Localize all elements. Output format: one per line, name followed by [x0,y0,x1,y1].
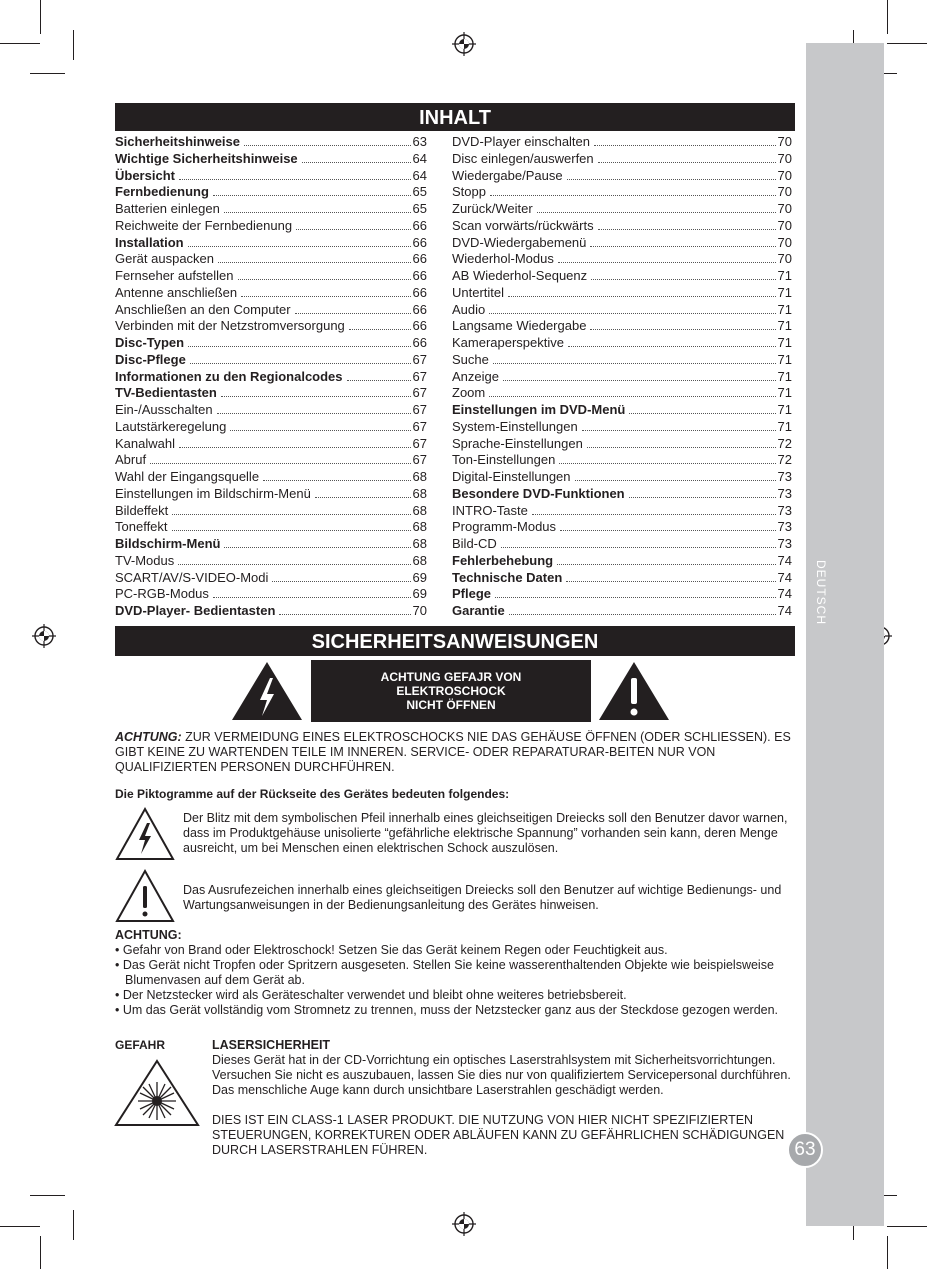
toc-entry-label: Wichtige Sicherheitshinweise [115,150,298,166]
toc-leader-dots [508,287,776,297]
toc-entry-page: 70 [777,217,792,233]
toc-leader-dots [190,354,411,364]
toc-entry [452,603,792,620]
toc-entry-label: SCART/AV/S-VIDEO-Modi [115,569,269,585]
toc-entry-page: 68 [412,552,427,568]
toc-entry-label: Fehlerbehebung [452,552,554,568]
toc-entry-label: Suche [452,351,489,367]
toc-entry-label: Bild-CD [452,536,497,551]
toc-entry-label: Langsame Wiedergabe [452,318,587,334]
toc-leader-dots [279,605,410,615]
toc-entry-label: Pflege [452,586,492,602]
toc-leader-dots [590,237,775,247]
toc-entry [452,436,792,453]
danger-banner-line: NICHT ÖFFNEN [406,698,496,712]
toc-entry [115,469,427,486]
toc-entry [115,134,427,151]
toc-entry [452,402,792,419]
crop-mark [887,43,927,44]
toc-entry-label: Audio [452,301,486,317]
toc-entry [452,385,792,402]
toc-entry-label: Kanalwahl [115,435,175,451]
crop-mark [887,0,888,34]
toc-entry-label: AB Wiederhol-Sequenz [452,268,588,283]
toc-entry-page: 68 [412,519,427,535]
toc-entry-label: Batterien einlegen [115,201,220,216]
toc-entry [452,168,792,185]
toc-entry-label: Einstellungen im DVD-Menü [452,402,626,417]
toc-leader-dots [178,555,410,565]
toc-leader-dots [537,203,776,213]
toc-leader-dots [230,421,410,431]
registration-mark-icon [32,624,56,648]
crop-mark [887,1226,927,1227]
toc-entry-label: Programm-Modus [452,519,557,535]
toc-entry [115,603,427,620]
toc-entry-label: Bildschirm-Menü [115,536,221,551]
toc-leader-dots [594,136,776,146]
toc-entry-label: Reichweite der Fernbedienung [115,217,293,233]
toc-entry [452,419,792,436]
crop-mark [887,1236,888,1269]
toc-leader-dots [296,220,410,230]
list-item: • Gefahr von Brand oder Elektroschock! Setzen Sie das Gerät keinem Regen oder Feuchtigkeit aus. [115,943,668,957]
caution-text: ZUR VERMEIDUNG EINES ELEKTROSCHOCKS NIE DAS GEHÄUSE ÖFFNEN (ODER SCHLIESSEN). ES GIBT KEINE ZU WARTENDEN TEILE IM INNEREN. SERVICE- ODER REPARATURAR-BEITEN NUR VON QUALIFIZIERTEN PERSONEN DURCHFÜHREN. [115,730,791,774]
toc-entry-label: INTRO-Taste [452,502,528,518]
toc-leader-dots [495,588,776,598]
toc-entry-page: 69 [412,586,427,602]
toc-entry-page: 71 [777,351,792,367]
toc-leader-dots [503,371,776,381]
toc-entry [115,168,427,185]
toc-leader-dots [557,555,775,565]
toc-entry-label: Technische Daten [452,569,563,585]
toc-entry-label: DVD-Player- Bedientasten [115,603,276,618]
toc-leader-dots [241,287,410,297]
toc-entry-page: 70 [777,150,792,166]
toc-entry-page: 71 [777,284,792,300]
toc-leader-dots [263,471,410,481]
toc-entry [115,184,427,201]
toc-entry-page: 67 [412,452,427,468]
toc-entry [452,369,792,386]
toc-entry [452,151,792,168]
toc-entry-label: Disc einlegen/auswerfen [452,150,594,166]
toc-leader-dots [568,337,776,347]
achtung-title: ACHTUNG: [115,928,182,942]
toc-entry-page: 71 [777,301,792,317]
toc-entry-label: Digital-Einstellungen [452,469,571,484]
toc-leader-dots [213,588,411,598]
toc-entry-label: Besondere DVD-Funktionen [452,485,625,501]
toc-entry-label: Informationen zu den Regionalcodes [115,368,343,384]
language-tab-label: DEUTSCH [814,560,828,626]
toc-entry [115,519,427,536]
toc-entry-page: 71 [777,268,792,283]
toc-entry [115,369,427,386]
toc-entry-label: Einstellungen im Bildschirm-Menü [115,485,311,501]
toc-leader-dots [172,521,411,531]
toc-entry-page: 64 [412,150,427,166]
toc-entry-page: 74 [777,569,792,585]
toc-entry [452,570,792,587]
toc-entry-page: 70 [777,167,792,183]
toc-entry-page: 73 [777,469,792,484]
toc-entry [452,553,792,570]
toc-entry [115,419,427,436]
toc-leader-dots [489,304,775,314]
toc-leader-dots [295,304,411,314]
toc-leader-dots [302,153,411,163]
lightning-warning-icon [230,660,304,722]
toc-entry [115,503,427,520]
toc-entry [452,285,792,302]
toc-entry [452,486,792,503]
toc-entry [452,134,792,151]
list-item: • Das Gerät nicht Tropfen oder Spritzern ausgeseten. Stellen Sie keine wasserenthaltenden Objekte wie beispielsweise Blumenvasen auf dem Gerät ab. [115,958,774,987]
toc-entry-label: Fernbedienung [115,184,209,200]
toc-entry [115,235,427,252]
toc-leader-dots [188,337,410,347]
toc-entry-label: Disc-Typen [115,335,185,350]
toc-entry-label: Kameraperspektive [452,335,564,350]
toc-entry-page: 68 [412,536,427,551]
toc-entry-page: 70 [412,603,427,618]
toc-entry-page: 67 [412,435,427,451]
crop-mark [40,0,41,34]
toc-leader-dots [213,186,411,196]
toc-entry-label: Wahl der Eingangsquelle [115,469,260,484]
crop-mark [0,43,40,44]
toc-entry-label: PC-RGB-Modus [115,586,209,602]
toc-entry-page: 71 [777,385,792,401]
toc-entry-page: 63 [412,134,427,149]
toc-entry-page: 70 [777,234,792,250]
toc-entry-page: 70 [777,134,792,149]
lightning-warning-icon [114,806,176,862]
toc-leader-dots [218,253,411,263]
toc-entry-label: Garantie [452,603,505,618]
toc-leader-dots [489,387,775,397]
safety-heading: SICHERHEITSANWEISUNGEN [115,626,795,656]
toc-entry-label: Bildeffekt [115,502,169,518]
lightning-description: Der Blitz mit dem symbolischen Pfeil innerhalb eines gleichseitigen Dreiecks soll den Benutzer davor warnen, dass im Produktgehäuse unisolierte “gefährliche elektrische Spannung” vorhanden sein kann, deren Menge ausreicht, um bei Menschen einen elektrischen Schock auszulösen. [183,811,788,855]
toc-entry [452,469,792,486]
toc-entry-page: 66 [412,251,427,267]
toc-entry-page: 71 [777,368,792,384]
crop-mark [30,1195,65,1196]
toc-entry-page: 71 [777,318,792,334]
crop-mark [73,1210,74,1240]
laser-safety-block [212,1038,802,1158]
toc-entry-page: 65 [412,201,427,216]
toc-leader-dots [224,538,410,548]
toc-leader-dots [349,320,411,330]
laser-class-text: DIES IST EIN CLASS-1 LASER PRODUKT. DIE NUTZUNG VON HIER NICHT SPEZIFIZIERTEN STEUERUNGEN, KORREKTUREN ODER ABLÄUFEN KANN ZU GEFÄHRLICHEN SCHÄDIGUNGEN DURCH LASERSTRAHLEN FÜHREN. [212,1113,785,1157]
toc-entry-page: 67 [412,351,427,367]
toc-leader-dots [590,320,775,330]
caution-lead: ACHTUNG: [115,730,182,744]
toc-entry [115,402,427,419]
toc-entry-page: 70 [777,201,792,216]
toc-entry [452,218,792,235]
list-item: • Der Netzstecker wird als Geräteschalter verwendet und bleibt ohne weiteres betriebsbereit. [115,988,627,1002]
toc-entry-label: Stopp [452,184,486,200]
toc-entry-label: Ton-Einstellungen [452,452,556,468]
toc-entry [115,452,427,469]
toc-entry-label: Sprache-Einstellungen [452,435,583,451]
toc-entry-page: 71 [777,418,792,434]
toc-heading: INHALT [115,103,795,131]
crop-mark [73,30,74,60]
toc-entry [115,553,427,570]
toc-entry [452,302,792,319]
toc-entry [115,251,427,268]
achtung-list [115,943,805,1018]
toc-entry [115,302,427,319]
toc-entry [452,318,792,335]
toc-entry-page: 64 [412,167,427,183]
toc-leader-dots [582,421,776,431]
toc-leader-dots [179,438,411,448]
toc-entry [452,503,792,520]
toc-entry-page: 70 [777,251,792,267]
gefahr-label: GEFAHR [115,1038,166,1052]
toc-entry-page: 74 [777,603,792,618]
crop-mark [0,1226,40,1227]
toc-entry-page: 66 [412,301,427,317]
toc-entry [115,385,427,402]
exclamation-warning-icon [597,660,671,722]
laser-warning-icon [113,1058,201,1128]
toc-entry-label: Fernseher aufstellen [115,268,234,283]
toc-leader-dots [598,220,776,230]
toc-entry-label: Wiedergabe/Pause [452,167,563,183]
laser-text: Dieses Gerät hat in der CD-Vorrichtung ein optisches Laserstrahlsystem mit Sicherheitsvorrichtungen. Versuchen Sie nicht es auszubauen, lassen Sie dies nur von qualifiziertem Servicepersonal durchführen. Das menschliche Auge kann durch unsichtbare Laserstrahlen geschädigt werden. [212,1053,791,1097]
toc-entry [452,586,792,603]
toc-entry-page: 66 [412,234,427,250]
toc-entry-label: Übersicht [115,167,175,183]
toc-entry-page: 73 [777,485,792,501]
caution-paragraph [115,730,799,775]
toc-entry [115,536,427,553]
toc-leader-dots [567,170,776,180]
toc-entry-page: 68 [412,469,427,484]
toc-leader-dots [179,170,411,180]
toc-entry-label: Disc-Pflege [115,351,186,367]
toc-entry [115,285,427,302]
toc-leader-dots [244,136,411,146]
exclamation-description: Das Ausrufezeichen innerhalb eines gleichseitigen Dreiecks soll den Benutzer auf wichtige Bedienungs- und Wartungsanweisungen in der Bedienungsanleitung des Gerätes hinweisen. [183,883,782,912]
toc-entry-page: 74 [777,586,792,602]
toc-leader-dots [501,538,776,548]
toc-entry [452,519,792,536]
page-number: 63 [787,1132,823,1168]
toc-entry-page: 73 [777,519,792,535]
toc-entry-page: 74 [777,552,792,568]
toc-entry-label: Ein-/Ausschalten [115,402,213,417]
toc-entry [115,335,427,352]
toc-leader-dots [509,605,776,615]
toc-entry-page: 72 [777,452,792,468]
toc-entry-page: 67 [412,385,427,401]
toc-entry-label: Untertitel [452,284,505,300]
toc-entry-label: Sicherheitshinweise [115,134,240,149]
toc-entry [115,570,427,587]
toc-entry-page: 66 [412,335,427,350]
toc-entry-label: TV-Bedientasten [115,385,217,401]
toc-entry [115,151,427,168]
toc-leader-dots [559,454,775,464]
toc-leader-dots [629,404,775,414]
toc-entry [115,586,427,603]
toc-entry-page: 73 [777,536,792,551]
toc-entry-label: Gerät auspacken [115,251,215,267]
toc-entry [452,184,792,201]
toc-leader-dots [315,488,411,498]
toc-leader-dots [347,371,411,381]
toc-leader-dots [490,186,776,196]
toc-leader-dots [224,203,411,213]
toc-entry-page: 67 [412,418,427,434]
toc-right-column [452,134,792,620]
toc-entry-label: Antenne anschließen [115,284,238,300]
danger-banner [311,660,591,722]
toc-entry-label: Toneffekt [115,519,168,535]
toc-entry [452,452,792,469]
toc-entry [452,268,792,285]
registration-mark-icon [452,1212,476,1236]
toc-leader-dots [587,438,776,448]
toc-entry [452,235,792,252]
laser-heading: LASERSICHERHEIT [212,1038,331,1052]
exclamation-warning-icon [114,868,176,924]
toc-leader-dots [629,488,776,498]
toc-entry-page: 67 [412,402,427,417]
toc-entry-label: Zurück/Weiter [452,201,533,216]
toc-entry-page: 66 [412,318,427,334]
toc-entry [115,201,427,218]
toc-entry [115,318,427,335]
crop-mark [30,73,65,74]
toc-entry-page: 68 [412,502,427,518]
toc-entry [115,268,427,285]
toc-entry [115,486,427,503]
toc-entry [452,536,792,553]
toc-leader-dots [598,153,776,163]
toc-leader-dots [150,454,410,464]
toc-entry-label: Scan vorwärts/rückwärts [452,217,594,233]
toc-entry-label: Verbinden mit der Netzstromversorgung [115,318,345,334]
toc-leader-dots [591,270,775,280]
toc-leader-dots [221,387,411,397]
toc-leader-dots [188,237,411,247]
toc-entry [452,251,792,268]
toc-entry-page: 73 [777,502,792,518]
crop-mark [40,1236,41,1269]
toc-leader-dots [560,521,776,531]
toc-entry-page: 70 [777,184,792,200]
toc-entry-label: DVD-Player einschalten [452,134,591,149]
toc-entry-page: 68 [412,485,427,501]
toc-entry [452,201,792,218]
toc-entry-label: Anzeige [452,368,499,384]
toc-entry-page: 66 [412,217,427,233]
toc-left-column [115,134,427,620]
toc-leader-dots [272,572,410,582]
toc-leader-dots [558,253,776,263]
toc-entry [115,218,427,235]
toc-entry-page: 72 [777,435,792,451]
toc-leader-dots [575,471,776,481]
toc-entry [115,352,427,369]
toc-entry-label: Abruf [115,452,147,468]
toc-leader-dots [217,404,411,414]
toc-entry-page: 71 [777,402,792,417]
toc-entry-page: 65 [412,184,427,200]
toc-leader-dots [172,505,410,515]
toc-entry-page: 69 [412,569,427,585]
toc-entry-label: Wiederhol-Modus [452,251,554,267]
toc-entry [115,436,427,453]
toc-entry [452,352,792,369]
toc-entry-label: Zoom [452,385,486,401]
toc-entry-label: Installation [115,234,184,250]
toc-entry-label: Lautstärkeregelung [115,418,227,434]
list-item: • Um das Gerät vollständig vom Stromnetz zu trennen, muss der Netzstecker ganz aus der Steckdose gezogen werden. [115,1003,779,1017]
toc-entry-label: DVD-Wiedergabemenü [452,234,587,250]
toc-entry-page: 66 [412,268,427,283]
toc-leader-dots [238,270,411,280]
toc-entry-label: System-Einstellungen [452,418,578,434]
toc-entry-label: TV-Modus [115,552,175,568]
toc-leader-dots [566,572,775,582]
toc-leader-dots [532,505,776,515]
toc-entry [452,335,792,352]
registration-mark-icon [452,32,476,56]
toc-entry-page: 67 [412,368,427,384]
danger-banner-line: ACHTUNG GEFAJR VON [380,670,522,684]
toc-entry-label: Anschließen an den Computer [115,301,291,317]
toc-entry-page: 66 [412,284,427,300]
pictogram-heading: Die Piktogramme auf der Rückseite des Gerätes bedeuten folgendes: [115,787,510,801]
toc-entry-page: 71 [777,335,792,350]
danger-banner-line: ELEKTROSCHOCK [396,684,506,698]
toc-leader-dots [493,354,776,364]
